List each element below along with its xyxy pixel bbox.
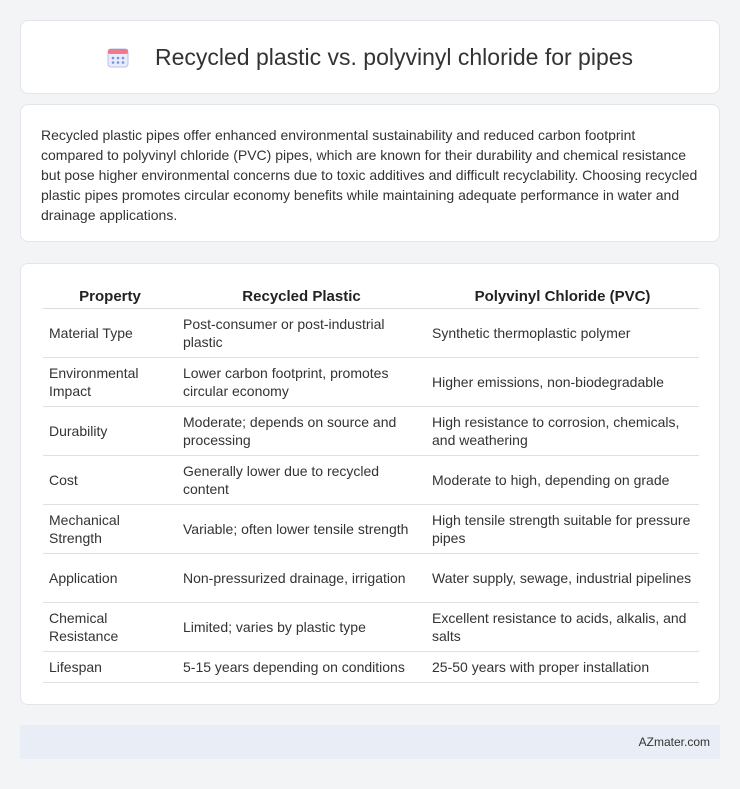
pvc-cell: High resistance to corrosion, chemicals, and weathering: [426, 406, 699, 455]
header-recycled-plastic: Recycled Plastic: [177, 286, 426, 308]
recycled-plastic-cell: Post-consumer or post-industrial plastic: [177, 308, 426, 357]
footer: [20, 725, 720, 759]
table-row: [43, 504, 699, 553]
table-row: [43, 602, 699, 651]
pvc-cell: High tensile strength suitable for pressure pipes: [426, 504, 699, 553]
property-cell: Durability: [43, 406, 177, 455]
pvc-cell: 25-50 years with proper installation: [426, 651, 699, 682]
table-row: [43, 406, 699, 455]
comparison-table: [43, 286, 699, 683]
summary-text: Recycled plastic pipes offer enhanced environmental sustainability and reduced carbon footprint compared to polyvinyl chloride (PVC) pipes, which are known for their durability and chemical resistance but pose higher environmental concerns due to toxic additives and difficult recyclability. Choosing recycled plastic pipes promotes circular economy benefits while maintaining adequate performance in water and drainage applications.: [41, 127, 698, 223]
comparison-table-card: [20, 263, 720, 705]
pvc-cell: Synthetic thermoplastic polymer: [426, 308, 699, 357]
property-cell: Mechanical Strength: [43, 504, 177, 553]
title-card: [20, 20, 720, 94]
calendar-icon: [107, 46, 129, 68]
pvc-cell: Moderate to high, depending on grade: [426, 455, 699, 504]
recycled-plastic-cell: Lower carbon footprint, promotes circular economy: [177, 357, 426, 406]
recycled-plastic-cell: Generally lower due to recycled content: [177, 455, 426, 504]
pvc-cell: Water supply, sewage, industrial pipelines: [426, 553, 699, 602]
recycled-plastic-cell: 5-15 years depending on conditions: [177, 651, 426, 682]
pvc-cell: Higher emissions, non-biodegradable: [426, 357, 699, 406]
footer-brand-link[interactable]: AZmater.com: [638, 735, 710, 749]
table-row: [43, 357, 699, 406]
property-cell: Chemical Resistance: [43, 602, 177, 651]
table-row: [43, 651, 699, 682]
header-pvc: Polyvinyl Chloride (PVC): [426, 286, 699, 308]
table-row: [43, 455, 699, 504]
property-cell: Cost: [43, 455, 177, 504]
page-title-text: Recycled plastic vs. polyvinyl chloride for pipes: [154, 43, 634, 70]
recycled-plastic-cell: Moderate; depends on source and processing: [177, 406, 426, 455]
table-header-row: [43, 286, 699, 308]
recycled-plastic-cell: Variable; often lower tensile strength: [177, 504, 426, 553]
header-property: Property: [43, 286, 177, 308]
property-cell: Lifespan: [43, 651, 177, 682]
property-cell: Application: [43, 553, 177, 602]
table-row: [43, 308, 699, 357]
recycled-plastic-cell: Non-pressurized drainage, irrigation: [177, 553, 426, 602]
page-title: [107, 44, 633, 71]
pvc-cell: Excellent resistance to acids, alkalis, and salts: [426, 602, 699, 651]
property-cell: Environmental Impact: [43, 357, 177, 406]
recycled-plastic-cell: Limited; varies by plastic type: [177, 602, 426, 651]
table-row: [43, 553, 699, 602]
summary-card: [20, 104, 720, 242]
property-cell: Material Type: [43, 308, 177, 357]
